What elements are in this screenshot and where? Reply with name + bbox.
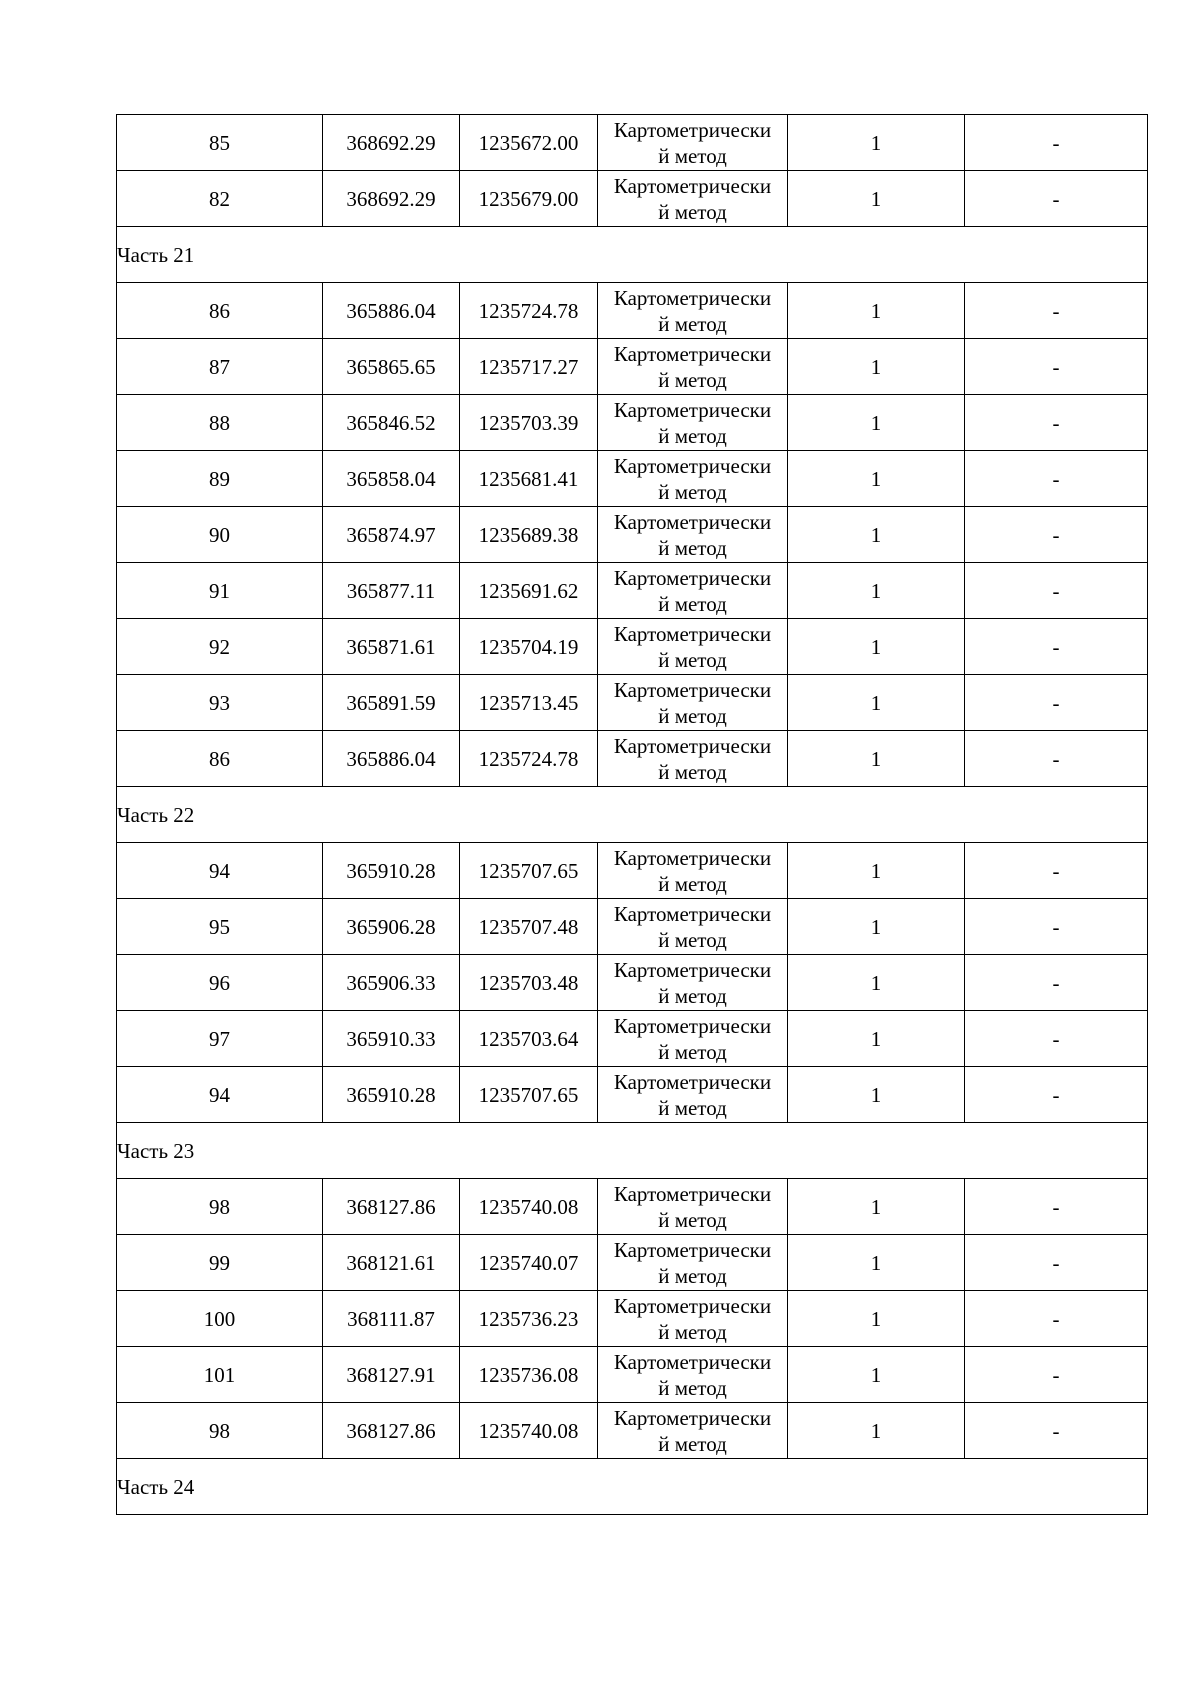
section-label: Часть 22 (117, 787, 1148, 843)
x-coordinate-cell: 365910.28 (323, 1067, 460, 1123)
method-line-2: й метод (658, 871, 727, 896)
accuracy-cell: 1 (788, 1291, 965, 1347)
y-coordinate-cell: 1235707.65 (460, 843, 598, 899)
x-coordinate-cell: 365886.04 (323, 283, 460, 339)
method-line-1: Картометрически (613, 1181, 772, 1206)
description-cell: - (965, 171, 1148, 227)
y-coordinate-cell: 1235740.07 (460, 1235, 598, 1291)
accuracy-cell: 1 (788, 731, 965, 787)
method-line-1: Картометрически (613, 957, 772, 982)
x-coordinate-cell: 365871.61 (323, 619, 460, 675)
y-coordinate-cell: 1235713.45 (460, 675, 598, 731)
point-row (117, 955, 1148, 1011)
method-cell (598, 563, 788, 619)
description-cell: - (965, 619, 1148, 675)
method-line-2: й метод (658, 1263, 727, 1288)
point-row (117, 283, 1148, 339)
x-coordinate-cell: 368692.29 (323, 171, 460, 227)
x-coordinate-cell: 365886.04 (323, 731, 460, 787)
method-line-2: й метод (658, 759, 727, 784)
x-coordinate-cell: 368127.91 (323, 1347, 460, 1403)
point-row (117, 563, 1148, 619)
x-coordinate-cell: 365874.97 (323, 507, 460, 563)
accuracy-cell: 1 (788, 395, 965, 451)
method-line-2: й метод (658, 983, 727, 1008)
y-coordinate-cell: 1235724.78 (460, 283, 598, 339)
accuracy-cell: 1 (788, 955, 965, 1011)
point-row (117, 1067, 1148, 1123)
point-number-cell: 97 (117, 1011, 323, 1067)
point-number-cell: 86 (117, 283, 323, 339)
y-coordinate-cell: 1235736.08 (460, 1347, 598, 1403)
section-label: Часть 23 (117, 1123, 1148, 1179)
accuracy-cell: 1 (788, 507, 965, 563)
point-row (117, 1403, 1148, 1459)
point-number-cell: 99 (117, 1235, 323, 1291)
accuracy-cell: 1 (788, 115, 965, 171)
point-row (117, 675, 1148, 731)
method-line-1: Картометрически (613, 1069, 772, 1094)
method-line-2: й метод (658, 703, 727, 728)
description-cell: - (965, 1403, 1148, 1459)
method-line-1: Картометрически (613, 1405, 772, 1430)
y-coordinate-cell: 1235703.39 (460, 395, 598, 451)
method-cell (598, 1403, 788, 1459)
point-row (117, 451, 1148, 507)
method-line-2: й метод (658, 591, 727, 616)
description-cell: - (965, 843, 1148, 899)
method-line-1: Картометрически (613, 621, 772, 646)
method-cell (598, 1347, 788, 1403)
y-coordinate-cell: 1235679.00 (460, 171, 598, 227)
accuracy-cell: 1 (788, 451, 965, 507)
point-row (117, 171, 1148, 227)
method-cell (598, 1291, 788, 1347)
method-line-2: й метод (658, 199, 727, 224)
description-cell: - (965, 507, 1148, 563)
point-number-cell: 90 (117, 507, 323, 563)
coordinates-table-body (117, 115, 1148, 1515)
section-header-row (117, 1123, 1148, 1179)
accuracy-cell: 1 (788, 899, 965, 955)
accuracy-cell: 1 (788, 1179, 965, 1235)
x-coordinate-cell: 365910.28 (323, 843, 460, 899)
y-coordinate-cell: 1235740.08 (460, 1179, 598, 1235)
description-cell: - (965, 283, 1148, 339)
method-line-2: й метод (658, 1095, 727, 1120)
point-row (117, 1347, 1148, 1403)
method-cell (598, 171, 788, 227)
point-row (117, 1179, 1148, 1235)
description-cell: - (965, 1067, 1148, 1123)
method-cell (598, 339, 788, 395)
description-cell: - (965, 339, 1148, 395)
point-row (117, 1011, 1148, 1067)
method-line-2: й метод (658, 479, 727, 504)
method-line-2: й метод (658, 647, 727, 672)
section-label: Часть 21 (117, 227, 1148, 283)
point-row (117, 339, 1148, 395)
method-cell (598, 115, 788, 171)
method-line-2: й метод (658, 367, 727, 392)
description-cell: - (965, 1291, 1148, 1347)
method-line-1: Картометрически (613, 565, 772, 590)
description-cell: - (965, 1235, 1148, 1291)
y-coordinate-cell: 1235740.08 (460, 1403, 598, 1459)
method-line-2: й метод (658, 1431, 727, 1456)
accuracy-cell: 1 (788, 339, 965, 395)
point-row (117, 115, 1148, 171)
method-line-1: Картометрически (613, 901, 772, 926)
description-cell: - (965, 899, 1148, 955)
accuracy-cell: 1 (788, 563, 965, 619)
method-line-1: Картометрически (613, 845, 772, 870)
method-cell (598, 1067, 788, 1123)
x-coordinate-cell: 365906.33 (323, 955, 460, 1011)
method-line-2: й метод (658, 143, 727, 168)
accuracy-cell: 1 (788, 1347, 965, 1403)
y-coordinate-cell: 1235672.00 (460, 115, 598, 171)
x-coordinate-cell: 365865.65 (323, 339, 460, 395)
description-cell: - (965, 1011, 1148, 1067)
point-number-cell: 92 (117, 619, 323, 675)
accuracy-cell: 1 (788, 843, 965, 899)
point-number-cell: 94 (117, 1067, 323, 1123)
coordinates-table (116, 114, 1148, 1515)
description-cell: - (965, 1179, 1148, 1235)
x-coordinate-cell: 368127.86 (323, 1403, 460, 1459)
point-number-cell: 86 (117, 731, 323, 787)
method-line-1: Картометрически (613, 117, 772, 142)
description-cell: - (965, 115, 1148, 171)
x-coordinate-cell: 365910.33 (323, 1011, 460, 1067)
method-cell (598, 451, 788, 507)
method-line-2: й метод (658, 423, 727, 448)
method-line-2: й метод (658, 311, 727, 336)
y-coordinate-cell: 1235681.41 (460, 451, 598, 507)
point-number-cell: 100 (117, 1291, 323, 1347)
point-number-cell: 85 (117, 115, 323, 171)
point-row (117, 395, 1148, 451)
point-number-cell: 82 (117, 171, 323, 227)
description-cell: - (965, 675, 1148, 731)
method-line-2: й метод (658, 1319, 727, 1344)
accuracy-cell: 1 (788, 171, 965, 227)
point-row (117, 899, 1148, 955)
point-number-cell: 101 (117, 1347, 323, 1403)
point-number-cell: 93 (117, 675, 323, 731)
method-cell (598, 843, 788, 899)
x-coordinate-cell: 368121.61 (323, 1235, 460, 1291)
method-cell (598, 1235, 788, 1291)
method-cell (598, 283, 788, 339)
point-row (117, 843, 1148, 899)
method-line-1: Картометрически (613, 397, 772, 422)
method-line-1: Картометрически (613, 509, 772, 534)
description-cell: - (965, 1347, 1148, 1403)
method-line-1: Картометрически (613, 1013, 772, 1038)
method-cell (598, 899, 788, 955)
description-cell: - (965, 451, 1148, 507)
y-coordinate-cell: 1235707.65 (460, 1067, 598, 1123)
method-line-2: й метод (658, 927, 727, 952)
method-cell (598, 507, 788, 563)
method-line-1: Картометрически (613, 285, 772, 310)
method-cell (598, 675, 788, 731)
method-line-1: Картометрически (613, 1349, 772, 1374)
point-row (117, 1291, 1148, 1347)
point-row (117, 731, 1148, 787)
description-cell: - (965, 955, 1148, 1011)
accuracy-cell: 1 (788, 1011, 965, 1067)
point-number-cell: 89 (117, 451, 323, 507)
section-header-row (117, 787, 1148, 843)
method-cell (598, 955, 788, 1011)
point-row (117, 619, 1148, 675)
description-cell: - (965, 563, 1148, 619)
y-coordinate-cell: 1235717.27 (460, 339, 598, 395)
x-coordinate-cell: 368127.86 (323, 1179, 460, 1235)
method-line-2: й метод (658, 1039, 727, 1064)
point-number-cell: 88 (117, 395, 323, 451)
point-row (117, 1235, 1148, 1291)
point-number-cell: 96 (117, 955, 323, 1011)
x-coordinate-cell: 365858.04 (323, 451, 460, 507)
method-line-1: Картометрически (613, 341, 772, 366)
y-coordinate-cell: 1235704.19 (460, 619, 598, 675)
x-coordinate-cell: 368111.87 (323, 1291, 460, 1347)
description-cell: - (965, 395, 1148, 451)
x-coordinate-cell: 368692.29 (323, 115, 460, 171)
point-row (117, 507, 1148, 563)
x-coordinate-cell: 365846.52 (323, 395, 460, 451)
method-cell (598, 395, 788, 451)
y-coordinate-cell: 1235707.48 (460, 899, 598, 955)
method-cell (598, 619, 788, 675)
accuracy-cell: 1 (788, 1403, 965, 1459)
description-cell: - (965, 731, 1148, 787)
method-line-1: Картометрически (613, 453, 772, 478)
method-line-2: й метод (658, 1375, 727, 1400)
y-coordinate-cell: 1235724.78 (460, 731, 598, 787)
y-coordinate-cell: 1235703.48 (460, 955, 598, 1011)
section-label: Часть 24 (117, 1459, 1148, 1515)
method-line-1: Картометрически (613, 733, 772, 758)
y-coordinate-cell: 1235736.23 (460, 1291, 598, 1347)
point-number-cell: 91 (117, 563, 323, 619)
accuracy-cell: 1 (788, 283, 965, 339)
y-coordinate-cell: 1235703.64 (460, 1011, 598, 1067)
method-line-1: Картометрически (613, 173, 772, 198)
method-cell (598, 731, 788, 787)
point-number-cell: 95 (117, 899, 323, 955)
method-line-2: й метод (658, 535, 727, 560)
point-number-cell: 98 (117, 1179, 323, 1235)
x-coordinate-cell: 365877.11 (323, 563, 460, 619)
point-number-cell: 98 (117, 1403, 323, 1459)
x-coordinate-cell: 365906.28 (323, 899, 460, 955)
y-coordinate-cell: 1235689.38 (460, 507, 598, 563)
method-cell (598, 1011, 788, 1067)
accuracy-cell: 1 (788, 619, 965, 675)
method-cell (598, 1179, 788, 1235)
method-line-1: Картометрически (613, 1293, 772, 1318)
accuracy-cell: 1 (788, 675, 965, 731)
x-coordinate-cell: 365891.59 (323, 675, 460, 731)
accuracy-cell: 1 (788, 1067, 965, 1123)
section-header-row (117, 227, 1148, 283)
point-number-cell: 94 (117, 843, 323, 899)
section-header-row (117, 1459, 1148, 1515)
method-line-2: й метод (658, 1207, 727, 1232)
point-number-cell: 87 (117, 339, 323, 395)
y-coordinate-cell: 1235691.62 (460, 563, 598, 619)
method-line-1: Картометрически (613, 677, 772, 702)
method-line-1: Картометрически (613, 1237, 772, 1262)
accuracy-cell: 1 (788, 1235, 965, 1291)
